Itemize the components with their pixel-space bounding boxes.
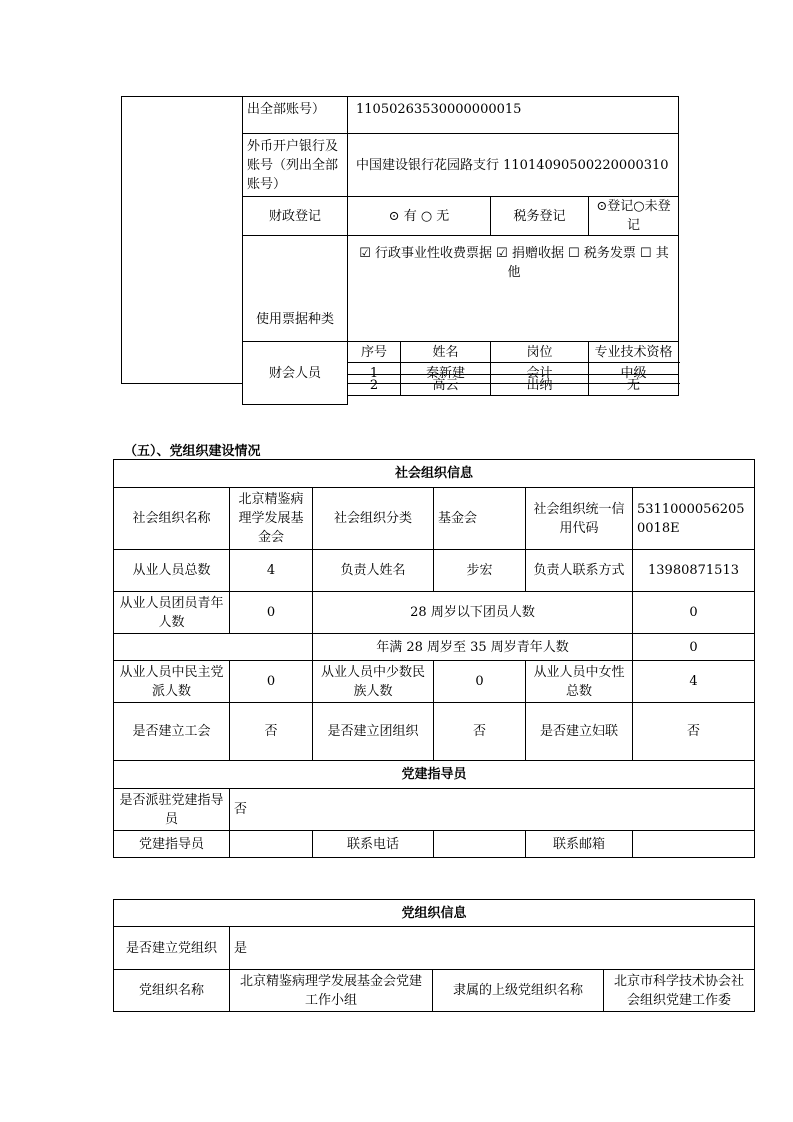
staff-row-1-name: 秦新建 bbox=[401, 363, 491, 384]
staff-total-value: 4 bbox=[230, 550, 313, 592]
foreign-account-label: 外币开户银行及账号（列出全部账号） bbox=[243, 134, 348, 197]
union-value: 否 bbox=[230, 703, 313, 761]
org-code-value: 53110000562050018E bbox=[633, 488, 755, 550]
staff-row-1-post: 会计 bbox=[491, 363, 589, 384]
phone-value bbox=[434, 831, 526, 858]
bill-type-value: ☑ 行政事业性收费票据 ☑ 捐赠收据 ☐ 税务发票 ☐ 其他 bbox=[348, 236, 679, 342]
staff-row-1-qualification: 中级 bbox=[589, 363, 679, 384]
guide-sent-label: 是否派驻党建指导员 bbox=[114, 789, 230, 831]
staff-row-2-post: 出纳 bbox=[491, 375, 589, 396]
party-name-label: 党组织名称 bbox=[114, 970, 230, 1012]
leader-label: 负责人姓名 bbox=[313, 550, 434, 592]
democratic-label: 从业人员中民主党派人数 bbox=[114, 661, 230, 703]
party-established-label: 是否建立党组织 bbox=[114, 927, 230, 970]
democratic-value: 0 bbox=[230, 661, 313, 703]
youth-org-label: 是否建立团组织 bbox=[313, 703, 434, 761]
contact-label: 负责人联系方式 bbox=[526, 550, 633, 592]
staff-row-2-qualification: 无 bbox=[589, 375, 679, 396]
staff-total-label: 从业人员总数 bbox=[114, 550, 230, 592]
staff-row-1-index: 1 bbox=[348, 363, 401, 384]
staff-header-qualification: 专业技术资格 bbox=[589, 342, 679, 363]
finance-table bbox=[121, 96, 679, 405]
women-fed-value: 否 bbox=[633, 703, 755, 761]
tax-registration-value: ⊙登记○未登记 bbox=[589, 197, 679, 236]
minority-label: 从业人员中少数民族人数 bbox=[313, 661, 434, 703]
youth-org-value: 否 bbox=[434, 703, 526, 761]
party-parent-value: 北京市科学技术协会社会组织党建工作委 bbox=[604, 970, 755, 1012]
phone-label: 联系电话 bbox=[313, 831, 434, 858]
guide-label: 党建指导员 bbox=[114, 831, 230, 858]
fiscal-registration-label: 财政登记 bbox=[243, 197, 348, 236]
staff-header-post: 岗位 bbox=[491, 342, 589, 363]
contact-value: 13980871513 bbox=[633, 550, 755, 592]
org-info-header: 社会组织信息 bbox=[114, 460, 755, 488]
staff-header-index: 序号 bbox=[348, 342, 401, 363]
staff-row-2-name: 高云 bbox=[401, 375, 491, 396]
left-blank-cell bbox=[122, 97, 243, 384]
guide-sent-value: 否 bbox=[230, 789, 755, 831]
under28-label: 28 周岁以下团员人数 bbox=[313, 592, 633, 634]
leader-value: 步宏 bbox=[434, 550, 526, 592]
party-parent-label: 隶属的上级党组织名称 bbox=[433, 970, 604, 1012]
section-title: （五）、党组织建设情况 bbox=[124, 444, 261, 459]
staff-row-2-index: 2 bbox=[348, 375, 401, 396]
women-fed-label: 是否建立妇联 bbox=[526, 703, 633, 761]
guide-value bbox=[230, 831, 313, 858]
party-name-value: 北京精鉴病理学发展基金会党建工作小组 bbox=[230, 970, 433, 1012]
org-category-label: 社会组织分类 bbox=[313, 488, 434, 550]
account-value: 11050263530000000015 bbox=[348, 97, 679, 134]
party-guide-header: 党建指导员 bbox=[114, 761, 755, 789]
minority-value: 0 bbox=[434, 661, 526, 703]
female-value: 4 bbox=[633, 661, 755, 703]
party-established-value: 是 bbox=[230, 927, 755, 970]
email-value bbox=[633, 831, 755, 858]
accounting-staff-label: 财会人员 bbox=[243, 342, 348, 405]
account-label: 出全部账号） bbox=[243, 97, 348, 134]
female-label: 从业人员中女性总数 bbox=[526, 661, 633, 703]
league-value: 0 bbox=[230, 592, 313, 634]
foreign-account-value: 中国建设银行花园路支行 11014090500220000310 bbox=[348, 134, 679, 197]
org-category-value: 基金会 bbox=[434, 488, 526, 550]
party-info-table bbox=[113, 899, 755, 1012]
party-info-header: 党组织信息 bbox=[114, 900, 755, 927]
age28-35-blank bbox=[114, 634, 313, 661]
org-code-label: 社会组织统一信用代码 bbox=[526, 488, 633, 550]
league-label: 从业人员团员青年人数 bbox=[114, 592, 230, 634]
staff-header-name: 姓名 bbox=[401, 342, 491, 363]
age28-35-label: 年满 28 周岁至 35 周岁青年人数 bbox=[313, 634, 633, 661]
org-name-label: 社会组织名称 bbox=[114, 488, 230, 550]
tax-registration-label: 税务登记 bbox=[491, 197, 589, 236]
org-info-table bbox=[113, 459, 755, 858]
fiscal-registration-value: ⊙ 有 ○ 无 bbox=[348, 197, 491, 236]
org-name-value: 北京精鉴病理学发展基金会 bbox=[230, 488, 313, 550]
age28-35-value: 0 bbox=[633, 634, 755, 661]
union-label: 是否建立工会 bbox=[114, 703, 230, 761]
finance-table-staff-row-2 bbox=[347, 374, 679, 396]
bill-type-label: 使用票据种类 bbox=[243, 236, 348, 342]
email-label: 联系邮箱 bbox=[526, 831, 633, 858]
under28-value: 0 bbox=[633, 592, 755, 634]
